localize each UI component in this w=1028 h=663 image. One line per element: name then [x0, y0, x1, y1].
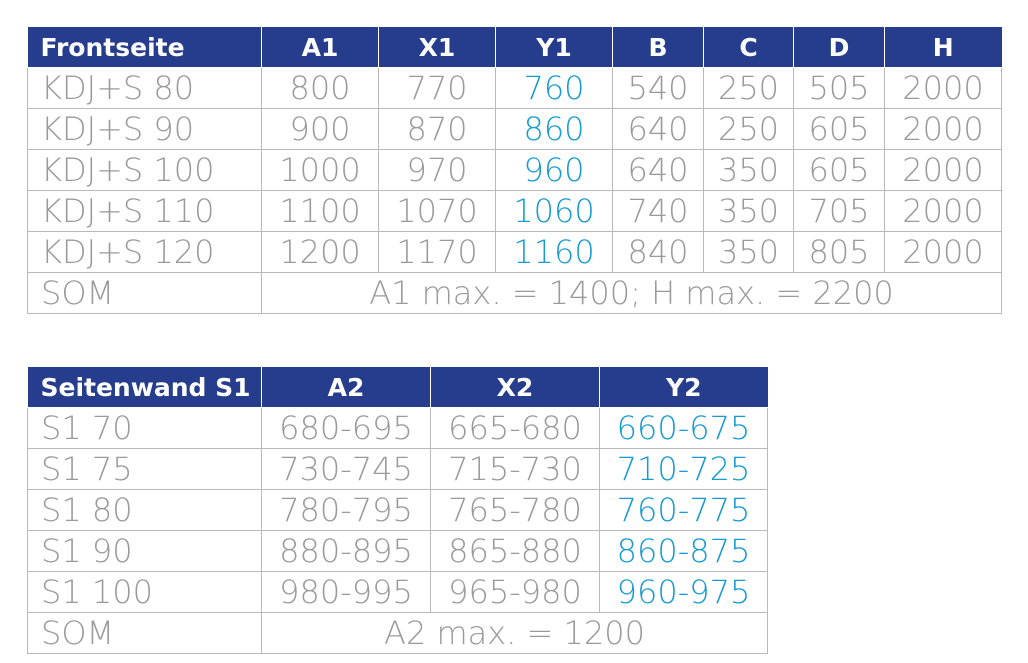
table-cell: 760	[496, 68, 613, 109]
header-cell: Y1	[496, 27, 613, 68]
table-cell: 965-980	[431, 572, 600, 613]
table-row	[28, 408, 768, 449]
header-cell: B	[613, 27, 704, 68]
table-cell: 765-780	[431, 490, 600, 531]
header-cell: C	[704, 27, 794, 68]
table-cell: 730-745	[262, 449, 431, 490]
table-cell: 1070	[379, 191, 496, 232]
table-cell: 1100	[262, 191, 379, 232]
table-cell: 800	[262, 68, 379, 109]
table-cell: 350	[704, 150, 794, 191]
header-cell: Frontseite	[28, 27, 262, 68]
table-cell: 870	[379, 109, 496, 150]
table-header-row	[28, 367, 768, 408]
table-cell: 350	[704, 191, 794, 232]
table-row	[28, 232, 1002, 273]
table-cell: 2000	[885, 150, 1002, 191]
table-cell: KDJ+S 100	[28, 150, 262, 191]
table-cell: 980-995	[262, 572, 431, 613]
header-cell: X1	[379, 27, 496, 68]
table-cell: 640	[613, 150, 704, 191]
table-cell: 705	[794, 191, 885, 232]
som-label: SOM	[28, 273, 262, 314]
table-cell: 1000	[262, 150, 379, 191]
table-cell: 2000	[885, 68, 1002, 109]
table-cell: 350	[704, 232, 794, 273]
table-cell: 1060	[496, 191, 613, 232]
table-cell: 540	[613, 68, 704, 109]
table-row	[28, 191, 1002, 232]
table-cell: 680-695	[262, 408, 431, 449]
table-row	[28, 449, 768, 490]
table-cell: S1 70	[28, 408, 262, 449]
table-header-row	[28, 27, 1002, 68]
table-cell: 900	[262, 109, 379, 150]
table-cell: 880-895	[262, 531, 431, 572]
table-cell: S1 75	[28, 449, 262, 490]
table-cell: 1200	[262, 232, 379, 273]
header-cell: X2	[431, 367, 600, 408]
table-cell: 760-775	[600, 490, 768, 531]
table-cell: 605	[794, 109, 885, 150]
som-note: A2 max. = 1200	[262, 613, 768, 654]
table-cell: 860	[496, 109, 613, 150]
table-cell: 865-880	[431, 531, 600, 572]
table-row	[28, 531, 768, 572]
table-cell: 860-875	[600, 531, 768, 572]
table-row	[28, 150, 1002, 191]
table-cell: 960-975	[600, 572, 768, 613]
table-cell: 2000	[885, 109, 1002, 150]
side-wall-dimensions-table	[27, 367, 768, 654]
table-cell: S1 80	[28, 490, 262, 531]
table-cell: 660-675	[600, 408, 768, 449]
table-cell: 1160	[496, 232, 613, 273]
som-note: A1 max. = 1400; H max. = 2200	[262, 273, 1002, 314]
som-row	[28, 613, 768, 654]
table-cell: 640	[613, 109, 704, 150]
table-cell: 780-795	[262, 490, 431, 531]
header-cell: D	[794, 27, 885, 68]
table-cell: 715-730	[431, 449, 600, 490]
table-cell: 665-680	[431, 408, 600, 449]
front-dimensions-table	[27, 27, 1002, 314]
table-cell: 2000	[885, 191, 1002, 232]
table-cell: KDJ+S 120	[28, 232, 262, 273]
table-cell: 2000	[885, 232, 1002, 273]
header-cell: H	[885, 27, 1002, 68]
table-cell: 840	[613, 232, 704, 273]
table-cell: 250	[704, 109, 794, 150]
table-cell: 505	[794, 68, 885, 109]
table-cell: 1170	[379, 232, 496, 273]
table-cell: KDJ+S 80	[28, 68, 262, 109]
header-cell: Y2	[600, 367, 768, 408]
table-cell: 710-725	[600, 449, 768, 490]
table-cell: KDJ+S 110	[28, 191, 262, 232]
table-row	[28, 490, 768, 531]
table-cell: 805	[794, 232, 885, 273]
table-cell: S1 90	[28, 531, 262, 572]
header-cell: A2	[262, 367, 431, 408]
table-cell: 970	[379, 150, 496, 191]
table-cell: KDJ+S 90	[28, 109, 262, 150]
table-row	[28, 109, 1002, 150]
table-cell: 250	[704, 68, 794, 109]
som-label: SOM	[28, 613, 262, 654]
table-cell: 605	[794, 150, 885, 191]
header-cell: A1	[262, 27, 379, 68]
table-row	[28, 572, 768, 613]
table-cell: 770	[379, 68, 496, 109]
table-row	[28, 68, 1002, 109]
header-cell: Seitenwand S1	[28, 367, 262, 408]
som-row	[28, 273, 1002, 314]
table-cell: S1 100	[28, 572, 262, 613]
table-cell: 960	[496, 150, 613, 191]
table-cell: 740	[613, 191, 704, 232]
